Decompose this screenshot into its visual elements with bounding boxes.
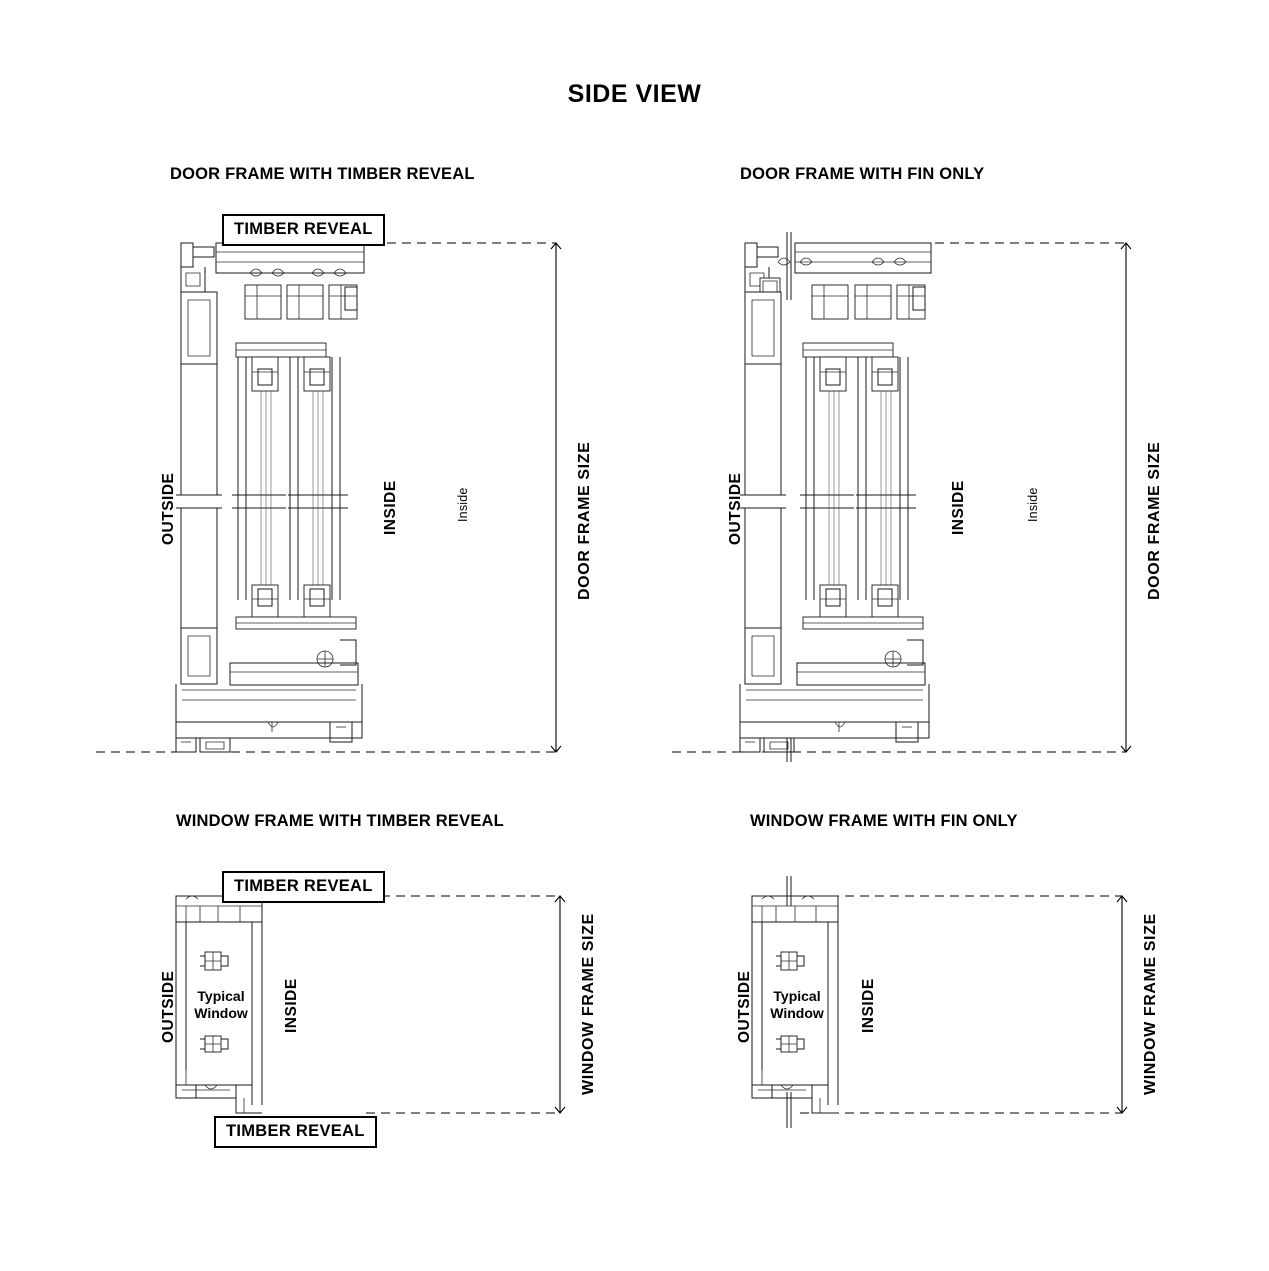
- label-inside-small-door-timber: Inside: [456, 487, 470, 522]
- label-outside-door-fin: OUTSIDE: [727, 472, 744, 545]
- typical-window-label-left: [185, 988, 257, 1022]
- label-outside-window-fin: OUTSIDE: [736, 970, 753, 1043]
- typical-window-label-right: [761, 988, 833, 1022]
- timber-reveal-callout: TIMBER REVEAL: [222, 214, 385, 246]
- panel-title-window-timber-reveal: WINDOW FRAME WITH TIMBER REVEAL: [176, 812, 504, 830]
- panel-title-door-timber-reveal: DOOR FRAME WITH TIMBER REVEAL: [170, 165, 475, 183]
- dimension-label-window-frame-size-right: WINDOW FRAME SIZE: [1142, 913, 1159, 1095]
- typical-window-line1: Typical: [773, 988, 821, 1004]
- page-title: SIDE VIEW: [567, 80, 702, 108]
- typical-window-line2: Window: [770, 1004, 824, 1021]
- label-inside-door-timber: INSIDE: [382, 480, 399, 535]
- dimension-label-window-frame-size-left: WINDOW FRAME SIZE: [580, 913, 597, 1095]
- dimension-label-door-frame-size-left: DOOR FRAME SIZE: [576, 441, 593, 600]
- label-inside-door-fin: INSIDE: [950, 480, 967, 535]
- panel-title-window-fin-only: WINDOW FRAME WITH FIN ONLY: [750, 812, 1018, 830]
- panel-title-door-fin-only: DOOR FRAME WITH FIN ONLY: [740, 165, 985, 183]
- label-outside-window-timber: OUTSIDE: [160, 970, 177, 1043]
- dimension-label-door-frame-size-right: DOOR FRAME SIZE: [1146, 441, 1163, 600]
- label-inside-small-door-fin: Inside: [1026, 487, 1040, 522]
- label-outside-door-timber: OUTSIDE: [160, 472, 177, 545]
- label-inside-window-fin: INSIDE: [860, 978, 877, 1033]
- timber-reveal-callout-bottom: TIMBER REVEAL: [214, 1116, 377, 1148]
- timber-reveal-callout-top: TIMBER REVEAL: [222, 871, 385, 903]
- typical-window-line1: Typical: [197, 988, 245, 1004]
- typical-window-line2: Window: [194, 1004, 248, 1021]
- label-inside-window-timber: INSIDE: [283, 978, 300, 1033]
